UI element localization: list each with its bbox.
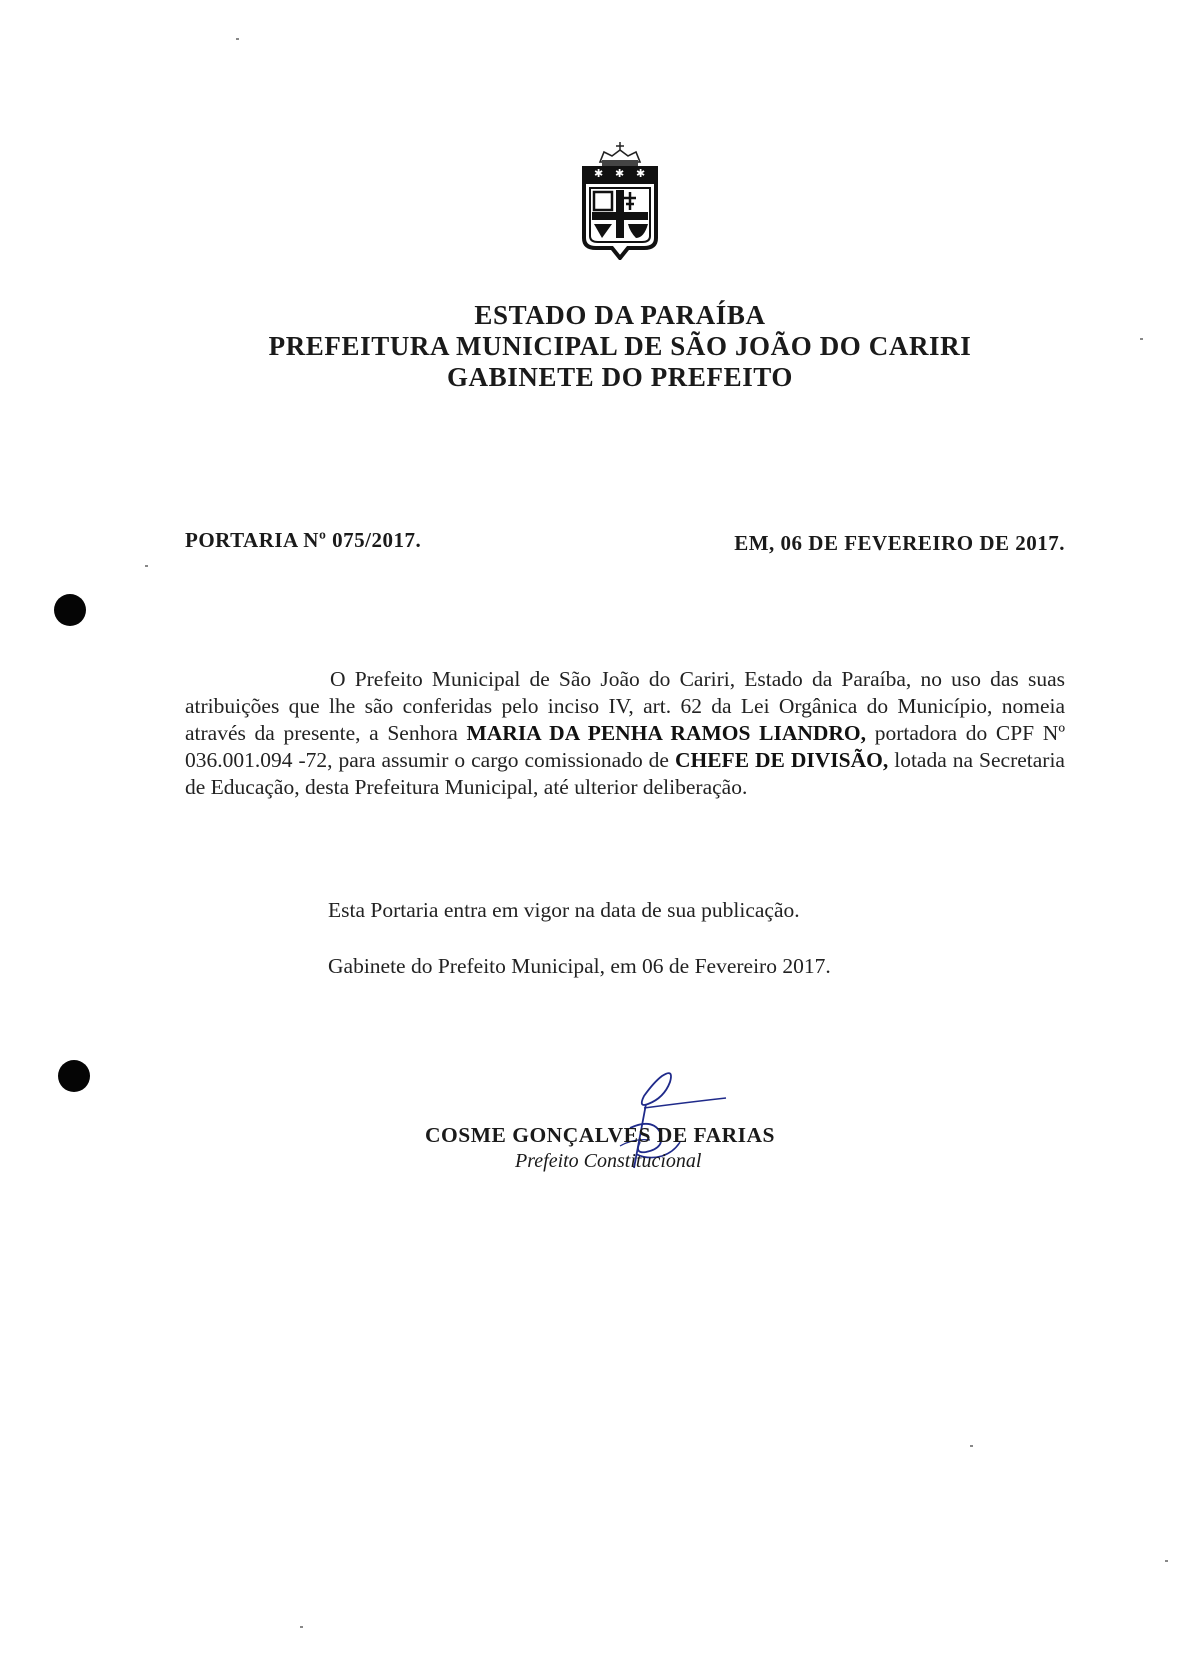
header-office: GABINETE DO PREFEITO: [446, 362, 794, 392]
punch-hole: [58, 1060, 90, 1092]
scan-speck: [145, 565, 148, 567]
scan-speck: [300, 1626, 303, 1628]
scan-speck: [236, 38, 239, 40]
body-text-cpf: portadora do CPF Nº 036.001.094 -72, para assumir o cargo comissionado de: [185, 720, 1065, 772]
body-paragraph: [185, 666, 1065, 801]
office-date-line: Gabinete do Prefeito Municipal, em 06 de Fevereiro 2017.: [328, 954, 831, 978]
appointed-position: CHEFE DE DIVISÃO,: [674, 747, 889, 772]
scan-speck: [1165, 1560, 1168, 1562]
appointee-name: MARIA DA PENHA RAMOS LIANDRO,: [466, 720, 867, 745]
portaria-number: PORTARIA Nº 075/2017.: [185, 528, 422, 552]
body-text-end: lotada na Secretaria de Educação, desta Prefeitura Municipal, até ulterior deliberação.: [185, 747, 1065, 799]
svg-text:✱: ✱: [636, 167, 646, 180]
header-state: ESTADO DA PARAÍBA: [474, 300, 766, 330]
portaria-date: EM, 06 DE FEVEREIRO DE 2017.: [734, 531, 1065, 555]
coat-of-arms-icon: [574, 140, 666, 260]
signatory-name: COSME GONÇALVES DE FARIAS: [425, 1123, 775, 1147]
svg-text:✱: ✱: [594, 167, 604, 180]
signatory-role: Prefeito Constitucional: [515, 1150, 702, 1172]
scan-speck: [1140, 338, 1143, 340]
document-header: [180, 300, 1060, 393]
punch-hole: [54, 594, 86, 626]
header-prefecture: PREFEITURA MUNICIPAL DE SÃO JOÃO DO CARIRI: [268, 331, 972, 361]
scan-speck: [970, 1445, 973, 1447]
body-text-intro: O Prefeito Municipal de São João do Cariri, Estado da Paraíba, no uso das suas atribuições que lhe são conferidas pelo inciso IV, art. 62 da Lei Orgânica do Município, nomeia através da presente, a Senhora: [185, 666, 1065, 745]
svg-text:✱: ✱: [615, 167, 625, 180]
effective-date-note: Esta Portaria entra em vigor na data de sua publicação.: [328, 898, 800, 922]
